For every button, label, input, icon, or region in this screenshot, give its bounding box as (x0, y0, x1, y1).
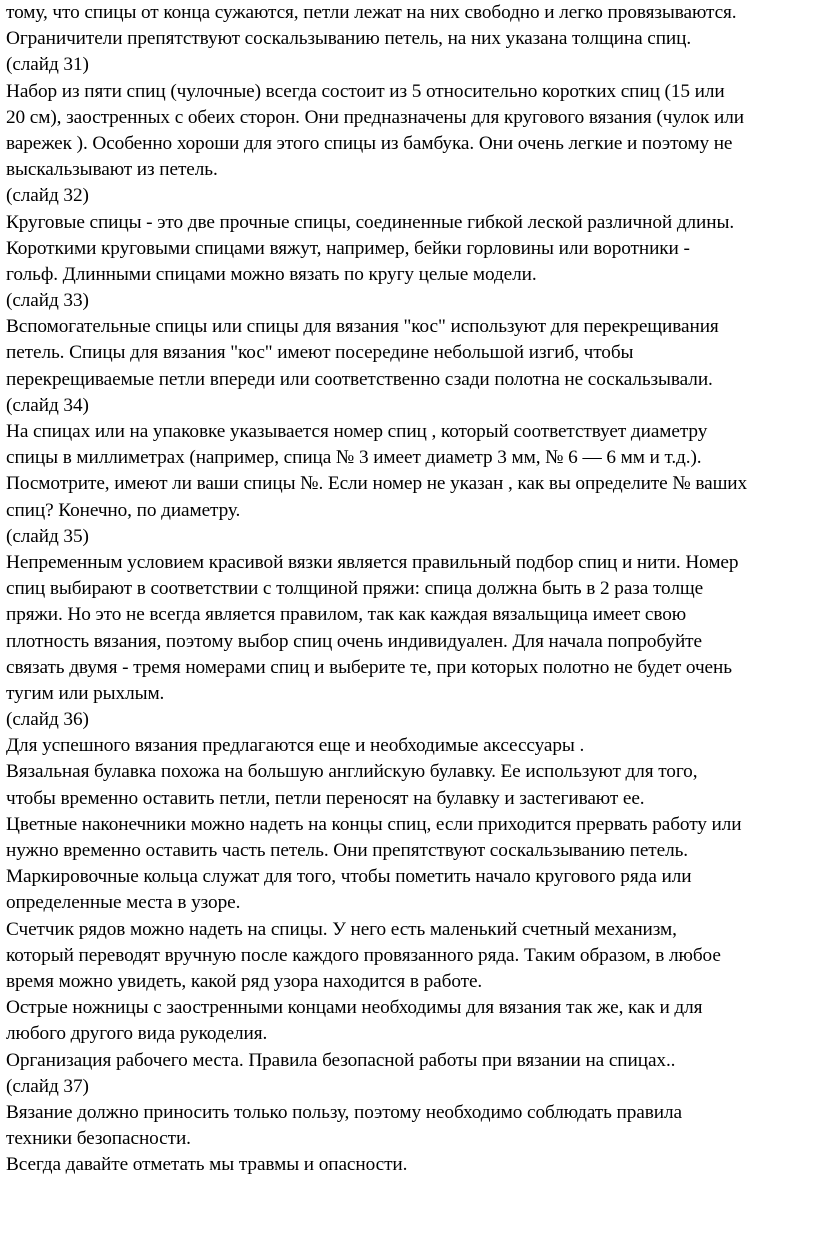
text-line: Острые ножницы с заостренными концами необходимы для вязания так же, как и для (6, 997, 703, 1019)
text-line: петель. Спицы для вязания "кос" имеют посередине небольшой изгиб, чтобы (6, 342, 634, 364)
slide-marker: (слайд 31) (6, 54, 89, 76)
slide-marker: (слайд 33) (6, 290, 89, 312)
text-line: Непременным условием красивой вязки является правильный подбор спиц и нити. Номер (6, 551, 739, 573)
text-line: Цветные наконечники можно надеть на концы спиц, если приходится прервать работу или (6, 813, 742, 835)
text-line: выскальзывают из петель. (6, 159, 218, 181)
text-line: 20 см), заостренных с обеих сторон. Они предназначены для кругового вязания (чулок или (6, 106, 744, 128)
text-line: любого другого вида рукоделия. (6, 1023, 268, 1045)
slide-marker: (слайд 37) (6, 1075, 89, 1097)
text-line: нужно временно оставить часть петель. Они препятствуют соскальзыванию петель. (6, 840, 689, 861)
text-line: Короткими круговыми спицами вяжут, например, бейки горловины или воротники - (6, 237, 690, 259)
text-line: Всегда давайте отметать мы травмы и опасности. (6, 1154, 408, 1176)
document-page (6, 0, 814, 1178)
slide-marker: (слайд 36) (6, 709, 89, 731)
text-line: который переводят вручную после каждого провязанного ряда. Таким образом, в любое (6, 944, 721, 966)
text-line: спицы в миллиметрах (например, спица № 3 имеет диаметр 3 мм, № 6 — 6 мм и т.д.). (6, 447, 702, 469)
text-line: Набор из пяти спиц (чулочные) всегда состоит из 5 относительно коротких спиц (15 или (6, 80, 725, 102)
text-line: тому, что спицы от конца сужаются, петли лежат на них свободно и легко провязываются. (6, 2, 737, 23)
text-line: время можно увидеть, какой ряд узора находится в работе. (6, 970, 483, 992)
text-line: варежек ). Особенно хороши для этого спицы из бамбука. Они очень легкие и поэтому не (6, 132, 733, 154)
text-line: плотность вязания, поэтому выбор спиц очень индивидуален. Для начала попробуйте (6, 630, 702, 652)
text-line: тугим или рыхлым. (6, 682, 165, 704)
text-line: Для успешного вязания предлагаются еще и необходимые аксессуары . (6, 735, 585, 757)
text-line: спиц выбирают в соответствии с толщиной пряжи: спица должна быть в 2 раза толще (6, 578, 704, 600)
text-line: Круговые спицы - это две прочные спицы, соединенные гибкой леской различной длины. (6, 211, 735, 233)
text-line: чтобы временно оставить петли, петли переносят на булавку и застегивают ее. (6, 787, 645, 809)
text-line: перекрещиваемые петли впереди или соответственно сзади полотна не соскальзывали. (6, 368, 713, 390)
slide-marker: (слайд 34) (6, 394, 89, 416)
text-line: Посмотрите, имеют ли ваши спицы №. Если номер не указан , как вы определите № ваших (6, 473, 748, 495)
section-heading: Организация рабочего места. Правила безопасной работы при вязании на спицах.. (6, 1049, 676, 1071)
text-line: Вязание должно приносить только пользу, поэтому необходимо соблюдать правила (6, 1101, 682, 1123)
text-line: гольф. Длинными спицами можно вязать по кругу целые модели. (6, 263, 537, 285)
text-line: спиц? Конечно, по диаметру. (6, 499, 241, 521)
text-line: Вспомогательные спицы или спицы для вязания "кос" используют для перекрещивания (6, 316, 719, 338)
text-line: пряжи. Но это не всегда является правилом, так как каждая вязальщица имеет свою (6, 604, 687, 626)
text-line: Вязальная булавка похожа на большую английскую булавку. Ее используют для того, (6, 761, 698, 783)
slide-marker: (слайд 35) (6, 525, 89, 547)
text-line: Ограничители препятствуют соскальзыванию петель, на них указана толщина спиц. (6, 28, 692, 50)
text-line: На спицах или на упаковке указывается номер спиц , который соответствует диаметру (6, 421, 708, 442)
text-line: Маркировочные кольца служат для того, чтобы пометить начало кругового ряда или (6, 866, 692, 888)
slide-marker: (слайд 32) (6, 185, 89, 207)
text-line: определенные места в узоре. (6, 892, 241, 914)
text-line: связать двумя - тремя номерами спиц и выберите те, при которых полотно не будет очень (6, 656, 732, 678)
text-line: техники безопасности. (6, 1128, 191, 1150)
text-line: Счетчик рядов можно надеть на спицы. У него есть маленький счетный механизм, (6, 918, 677, 940)
